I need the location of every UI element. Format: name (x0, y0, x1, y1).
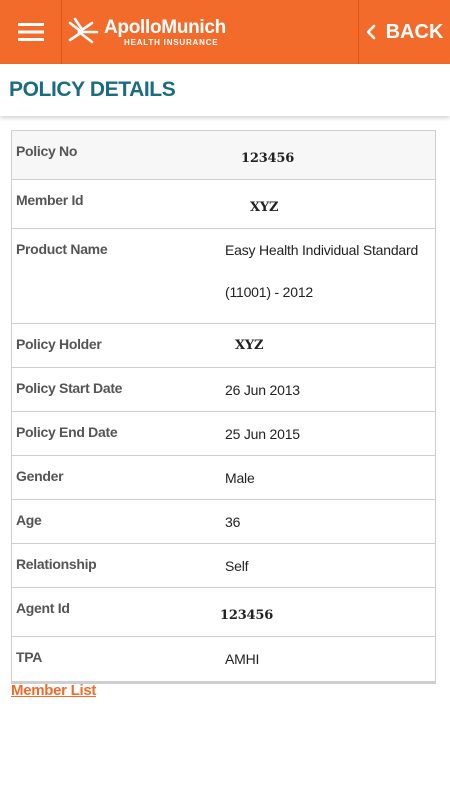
hamburger-menu-icon (18, 22, 44, 42)
menu-button[interactable] (0, 0, 62, 64)
member-list-link[interactable]: Member List (11, 682, 97, 699)
table-row-age (12, 500, 435, 544)
title-bar (0, 64, 450, 116)
row-label: TPA (16, 649, 43, 665)
policy-start-date-value: 26 Jun 2013 (225, 382, 300, 398)
page-title: POLICY DETAILS (9, 78, 176, 101)
table-row-policy-holder (12, 324, 435, 368)
chevron-left-icon (366, 24, 376, 40)
agent-id-value: 123456 (220, 608, 274, 623)
table-row-agent-id (12, 588, 435, 637)
member-id-value: XYZ (250, 200, 279, 215)
logo-wordmark: ApolloMunich (104, 16, 226, 38)
relationship-value: Self (225, 558, 249, 574)
row-label: Agent Id (16, 600, 70, 616)
product-name-line2: (11001) - 2012 (225, 284, 314, 300)
gender-value: Male (225, 470, 255, 486)
row-label: Policy Start Date (16, 380, 123, 396)
table-row-policy-no (12, 131, 435, 180)
app-header (0, 0, 450, 64)
row-value (220, 180, 435, 228)
policy-end-date-value: 25 Jun 2015 (225, 426, 300, 442)
policy-holder-value: XYZ (235, 338, 264, 353)
table-row-product-name (12, 229, 435, 324)
age-value: 36 (225, 514, 241, 530)
back-button[interactable] (358, 0, 450, 64)
table-row-policy-start-date (12, 368, 435, 412)
apollo-munich-logo (62, 0, 358, 64)
tpa-value: AMHI (225, 651, 260, 667)
logo-tagline: HEALTH INSURANCE (124, 37, 219, 47)
table-row-member-id (12, 180, 435, 229)
logo-sunburst-icon (66, 17, 100, 47)
policy-details-table (11, 130, 436, 684)
table-row-relationship (12, 544, 435, 588)
row-label: Policy No (16, 143, 78, 159)
row-label: Gender (16, 468, 64, 484)
policy-no-value: 123456 (241, 151, 295, 166)
row-value (220, 588, 435, 636)
row-label: Member Id (16, 192, 84, 208)
back-label: BACK (385, 20, 444, 43)
row-value (220, 131, 435, 179)
product-name-line1: Easy Health Individual Standard (225, 242, 419, 258)
row-label: Product Name (16, 241, 108, 257)
row-label: Relationship (16, 556, 97, 572)
row-value (220, 324, 435, 367)
row-label: Policy End Date (16, 424, 118, 440)
table-row-tpa (12, 637, 435, 681)
table-row-policy-end-date (12, 412, 435, 456)
table-row-gender (12, 456, 435, 500)
row-value (220, 229, 435, 323)
row-label: Age (16, 512, 42, 528)
row-label: Policy Holder (16, 336, 102, 352)
